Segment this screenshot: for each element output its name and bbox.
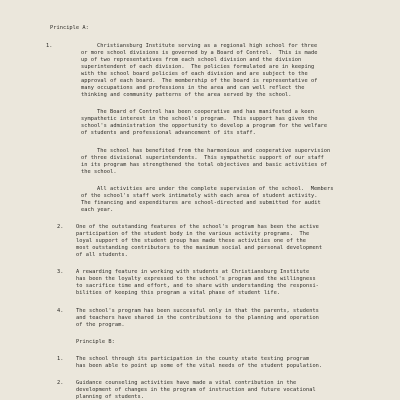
- text-line: bilities of keeping this program a vital phase of student life.: [76, 290, 281, 296]
- text-line: the school.: [81, 169, 117, 175]
- text-line: has been the loyalty expressed to the school's program and the willingness: [76, 276, 316, 282]
- section-3-number: 3.: [57, 269, 64, 275]
- text-line: The school's program has been successful only in that the parents, students: [76, 308, 319, 314]
- text-line: One of the outstanding features of the school's program has been the active: [76, 224, 319, 230]
- text-line: of students and professional advancement of its staff.: [81, 130, 256, 136]
- text-line: The Board of Control has been cooperative and has manifested a keen: [97, 109, 315, 115]
- text-line: approval of each board. The membership of the board is representative of: [81, 78, 318, 84]
- text-line: thinking and community patterns of the area served by the school.: [81, 92, 292, 98]
- text-line: The financing and expenditures are school-directed and submitted for audit: [81, 200, 321, 206]
- text-line: Christiansburg Institute serving as a regional high school for three: [97, 43, 318, 49]
- text-line: of the program.: [76, 322, 125, 328]
- text-line: The school has benefited from the harmonious and cooperative supervision: [97, 148, 331, 154]
- text-line: planning of students.: [76, 394, 145, 400]
- text-line: participation of the student body in the various activity programs. The: [76, 231, 310, 237]
- text-line: of the school's staff work intimately with each area of student activity.: [81, 193, 318, 199]
- principle-b-item-1-number: 1.: [57, 356, 64, 362]
- text-line: All activities are under the complete supervision of the school. Members: [97, 186, 334, 192]
- principle-b-heading: Principle B:: [76, 339, 115, 345]
- text-line: superintendent of each division. The policies formulated are in keeping: [81, 64, 315, 70]
- text-line: many occupations and professions in the area and can well reflect the: [81, 85, 305, 91]
- text-line: sympathetic interest in the school's program. This support has given the: [81, 116, 318, 122]
- text-line: or more school divisions is governed by a Board of Control. This is made: [81, 50, 318, 56]
- text-line: loyal support of the student group has made these activities one of the: [76, 238, 306, 244]
- text-line: up of two representatives from each school division and the division: [81, 57, 302, 63]
- section-2-number: 2.: [57, 224, 64, 230]
- text-line: school's administration the opportunity to develop a program for the welfare: [81, 123, 328, 129]
- section-4-number: 4.: [57, 308, 64, 314]
- text-line: and teachers have shared in the contributions to the planning and operation: [76, 315, 319, 321]
- section-1-number: 1.: [46, 43, 53, 49]
- text-line: The school through its participation in the county state testing program: [76, 356, 310, 362]
- principle-a-heading: Principle A:: [50, 25, 89, 31]
- text-line: of all students.: [76, 252, 128, 258]
- text-line: has been able to point up some of the vital needs of the student population.: [76, 363, 323, 369]
- text-line: A rewarding feature in working with students at Christiansburg Institute: [76, 269, 310, 275]
- text-line: of three divisional superintendents. This sympathetic support of our staff: [81, 155, 324, 161]
- text-line: with the school board policies of each division and are subject to the: [81, 71, 308, 77]
- text-line: most outstanding contributors to the maximum social and personal development: [76, 245, 323, 251]
- text-line: Guidance counseling activities have made a vital contribution in the: [76, 380, 297, 386]
- text-line: development of changes in the program of instruction and future vocational: [76, 387, 316, 393]
- text-line: each year.: [81, 207, 114, 213]
- principle-b-item-2-number: 2.: [57, 380, 64, 386]
- text-line: to sacrifice time and effort, and to share with understanding the responsi-: [76, 283, 319, 289]
- text-line: in its program has strengthened the total objectives and basic activities of: [81, 162, 328, 168]
